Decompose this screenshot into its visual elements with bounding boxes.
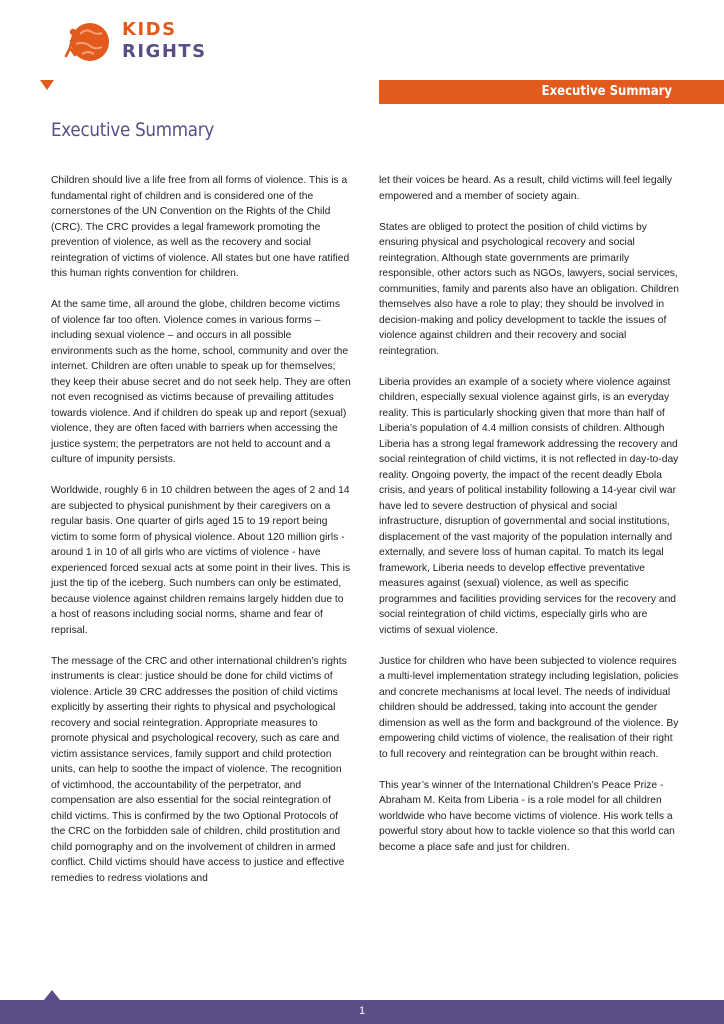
section-header-bar bbox=[379, 80, 724, 104]
section-header-label: Executive Summary bbox=[541, 84, 672, 99]
paragraph: States are obliged to protect the position of child victims by ensuring physical and psychological recovery and social reintegration. Although state governments are primarily responsible, other actors such as NGOs, lawyers, social services, communities, family and parents also have an obligation. Children themselves also have a role to play; they should be involved in decision-making and policy development to tackle the issues of violence against children and their recovery and social reintegration. bbox=[379, 221, 679, 357]
footer-triangle-marker bbox=[44, 990, 60, 1000]
paragraph: Children should live a life free from all forms of violence. This is a fundamental right of children and is considered one of the cornerstones of the UN Convention on the Rights of the Child (CRC). The CRC provides a legal framework promoting the prevention of violence, as well as the recovery and social reintegration of victims of violence. All states but one have ratified this human rights convention for children. bbox=[51, 175, 350, 279]
globe-figure-icon bbox=[60, 14, 118, 72]
paragraph: The message of the CRC and other international children’s rights instruments is clear: justice should be done for child victims of violence. Article 39 CRC addresses the position of child victims explicitly by asserting their rights to physical and psychological recovery and social reintegration. Appropriate measures to promote physical and psychological recovery, such as care and victim assistance services, family support and child protection units, can help to soothe the impact of violence. The recognition of victimhood, the accountability of the perpetrator, and compensation are also essential for the social reintegration of child victims. This is confirmed by the two Optional Protocols of the CRC on the forbidden sale of children, child prostitution and child pornography and on the involvement of children in armed conflict. Child victims should have access to justice and effective remedies to redress violations and bbox=[51, 655, 347, 884]
logo-text-rights: RIGHTS bbox=[122, 41, 207, 62]
paragraph: Liberia provides an example of a society where violence against children, especially sexual violence against girls, is an everyday reality. This is particularly shocking given that more than half of Liberia’s population of 4.4 million consists of children. Although Liberia has a strong legal framework addressing the recovery and social reintegration of child victims, it is not reflected in day-to-day reality. Ongoing poverty, the impact of the recent deadly Ebola crisis, and years of political instability following a 14-year civil war have led to severe destruction of physical and social infrastructure, disruption of governmental and social institutions, displacement of the vast majority of the population internally and externally, and severe loss of human capital. To match its legal framework, Liberia needs to develop effective preventative measures against (sexual) violence, as well as specific programmes and facilities providing services for the recovery and social reintegration of child victims, especially girls who are victims of sexual violence. bbox=[379, 376, 679, 636]
page-number: 1 bbox=[358, 1005, 366, 1017]
paragraph: Justice for children who have been subjected to violence requires a multi-level implementation strategy including legislation, policies and concrete mechanisms at local level. The needs of individual children should be addressed, taking into account the gender dimension as well as the form and background of the violence. By empowering child victims of violence, the realisation of their right to full recovery and reintegration can be brought within reach. bbox=[379, 655, 679, 760]
right-text-column bbox=[379, 173, 679, 871]
paragraph: let their voices be heard. As a result, child victims will feel legally empowered and a member of society again. bbox=[379, 175, 673, 202]
paragraph: Worldwide, roughly 6 in 10 children between the ages of 2 and 14 are subjected to physical punishment by their caregivers on a regular basis. One quarter of girls aged 15 to 19 report being victim to some form of physical violence. About 120 million girls - around 1 in 10 of all girls who are victims of violence - have experienced forced sexual acts at some point in their lives. This is just the tip of the iceberg. Such numbers can only be estimated, because violence against children remains largely hidden due to a host of reasons including social norms, shame and fear of reprisal. bbox=[51, 485, 351, 636]
footer-bar bbox=[0, 1000, 724, 1024]
page-title: Executive Summary bbox=[51, 119, 215, 141]
paragraph: This year’s winner of the International Children’s Peace Prize - Abraham M. Keita from Liberia - is a role model for all children worldwide who have become victims of violence. His work tells a powerful story about how to tackle violence so that this world can become a place safe and just for children. bbox=[379, 779, 675, 853]
paragraph: At the same time, all around the globe, children become victims of violence far too often. Violence comes in various forms – including sexual violence – and occurs in all possible environments such as the home, school, community and over the internet. Children are often unable to speak up for themselves; they keep their abuse secret and do not seek help. They are often not even recognised as victims because of prevailing attitudes towards violence. And if children do speak up and report (sexual) violence, they are often faced with barriers when accessing the justice system; the perpetrators are not held to account and a culture of impunity persists. bbox=[51, 299, 351, 465]
left-text-column bbox=[51, 173, 351, 902]
logo-text-kids: KIDS bbox=[122, 19, 177, 40]
kidsrights-logo bbox=[60, 14, 220, 72]
header-triangle-marker bbox=[40, 80, 54, 90]
